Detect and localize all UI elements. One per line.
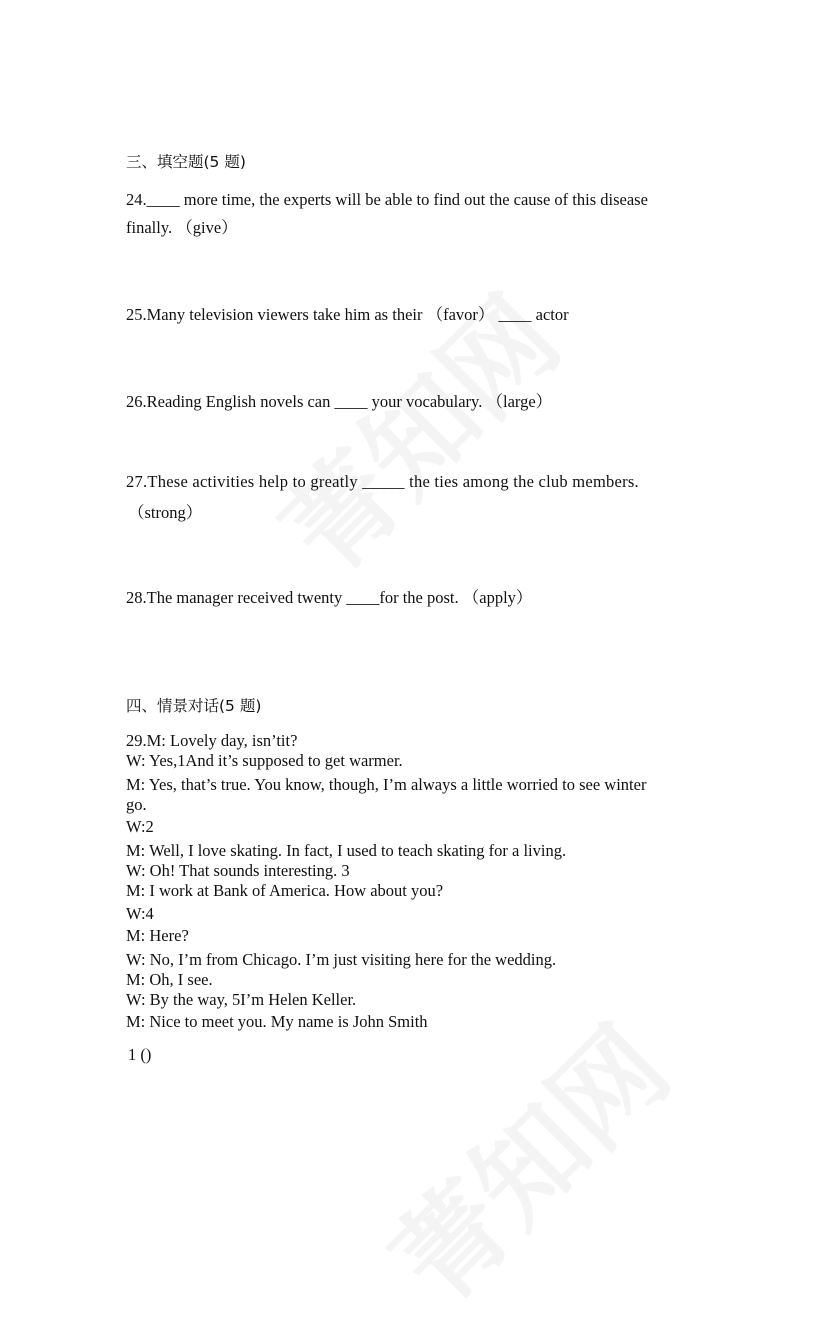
dialogue-line: W: Yes,1And it’s supposed to get warmer.: [126, 751, 403, 770]
question-24-line1: 24.____ more time, the experts will be able to find out the cause of this disease: [126, 190, 648, 209]
question-24-line2: finally. （give）: [126, 218, 238, 237]
question-28: 28.The manager received twenty ____for the post. （apply）: [126, 588, 533, 607]
question-26: 26.Reading English novels can ____ your vocabulary. （large）: [126, 392, 553, 411]
dialogue-line: W: No, I’m from Chicago. I’m just visiting here for the wedding.: [126, 950, 557, 969]
dialogue-line: W: By the way, 5I’m Helen Keller.: [126, 990, 357, 1009]
dialogue-line: 29.M: Lovely day, isn’tit?: [126, 731, 298, 750]
dialogue-line: M: Here?: [126, 926, 189, 945]
dialogue-line: go.: [126, 795, 147, 814]
question-27-line2: （strong）: [128, 503, 203, 522]
dialogue-line: M: Well, I love skating. In fact, I used to teach skating for a living.: [126, 841, 567, 860]
dialogue-line: W:4: [126, 904, 154, 923]
dialogue-line: M: Nice to meet you. My name is John Smith: [126, 1012, 428, 1031]
dialogue-line: M: Yes, that’s true. You know, though, I’m always a little worried to see winter: [126, 775, 647, 794]
dialogue-line: M: I work at Bank of America. How about you?: [126, 881, 444, 900]
watermark-bottom: [352, 986, 697, 1331]
dialogue-line: W: Oh! That sounds interesting. 3: [126, 861, 350, 880]
question-27-line1: 27.These activities help to greatly _____ the ties among the club members.: [126, 472, 639, 491]
answer-line-1: 1 (): [128, 1045, 152, 1064]
question-25: 25.Many television viewers take him as their （favor） ____ actor: [126, 305, 569, 324]
dialogue-line: W:2: [126, 817, 154, 836]
dialogue-line: M: Oh, I see.: [126, 970, 213, 989]
section4-heading: 四、情景对话(5 题): [126, 697, 262, 715]
section3-heading: 三、填空题(5 题): [126, 153, 246, 171]
